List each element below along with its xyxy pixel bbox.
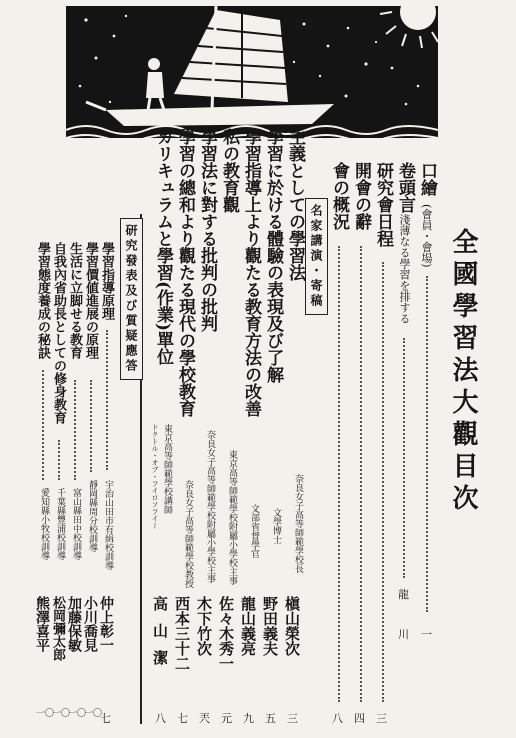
lecture-author: 槇山榮次 [283, 596, 301, 656]
sailing-boat-illustration [66, 6, 438, 138]
front-item-label: 卷頭言 [395, 162, 415, 213]
lecture-author: 龍山義亮 [239, 596, 257, 656]
page-number: 一〇 [84, 709, 103, 719]
lecture-title: 私の教育觀 [219, 128, 239, 213]
page-number: 川 [398, 628, 409, 641]
research-title: 學習態度養成の秘訣 [35, 242, 50, 359]
page-number: 一〇 [36, 709, 55, 719]
research-affiliation: 富山縣田中校訓導 [71, 488, 81, 560]
page-number: 八 [155, 712, 166, 725]
page-number: 七 [100, 712, 111, 725]
lecture-affiliation: 東京高等師範學校講師 [162, 424, 172, 514]
page-number: 一〇 [52, 709, 71, 719]
front-item-note: (會員・會場) [420, 204, 433, 268]
page-number: 五 [265, 712, 276, 725]
research-title: 學習價値進展の原理 [83, 242, 98, 359]
page-number: 三 [376, 712, 387, 725]
lecture-affiliation: 文學博士 [271, 508, 281, 544]
research-author: 加藤保敏 [66, 596, 82, 652]
page-number: 一〇 [68, 709, 87, 719]
author-name: 龍 [398, 588, 409, 601]
lecture-author: 木下竹次 [195, 596, 213, 656]
lecture-affiliation-secondary: ドクトル・オブ・フイロソフイー [151, 424, 159, 529]
research-author: 小川喬見 [82, 596, 98, 652]
lecture-title: 學習の總和より觀たる現代の學校教育 [175, 128, 195, 417]
lecture-title: 學習に於ける體驗の表現及び了解 [263, 128, 283, 383]
front-item-label: 研究會日程 [373, 162, 393, 247]
page-number: 四 [354, 712, 365, 725]
page-number: 九 [243, 712, 254, 725]
lecture-title: 學習法に對する批判の批判 [197, 128, 217, 332]
lecture-author: 西本三十二 [173, 596, 191, 671]
research-title: 自我內省助長としての修身教育 [51, 242, 66, 424]
page-number: 一 [421, 628, 432, 641]
section-heading-research: 研究發表及び質疑應答 [120, 218, 143, 380]
page-number: 七 [177, 712, 188, 725]
research-author: 仲上彰一 [98, 596, 114, 652]
lecture-title: 主義としての學習法 [285, 128, 305, 281]
lecture-author: 高山潔 [151, 596, 169, 677]
lecture-affiliation: 文部省督學官 [249, 504, 259, 558]
research-title: 學習指導原理 [99, 242, 114, 320]
front-item-label: 開會の辭 [351, 162, 371, 230]
research-author: 熊澤喜平 [34, 596, 50, 652]
research-affiliation: 宇治山田市有緝校訓導 [103, 480, 113, 570]
lecture-affiliation: 東京高等師範學校附屬小學校主事 [227, 450, 237, 585]
page-number: 三 [287, 712, 298, 725]
front-item-label: 口繪 [417, 162, 437, 196]
front-item-label: 會の概況 [329, 162, 349, 230]
page-number: 兲 [199, 712, 210, 725]
lecture-author: 佐々木秀一 [217, 596, 235, 671]
lecture-author: 野田義夫 [261, 596, 279, 656]
research-affiliation: 千葉縣豐浦校訓導 [55, 488, 65, 560]
front-item-note: 淺薄なる學習を排する [398, 214, 411, 324]
lecture-affiliation: 奈良女子高等師範學校長 [293, 474, 303, 573]
research-title: 生活に立脚せる教育 [67, 242, 82, 359]
page-number: 元 [221, 712, 232, 725]
research-affiliation: 靜岡縣周分校訓導 [87, 480, 97, 552]
lecture-title: 學習指導上より觀たる教育方法の改善 [241, 128, 261, 417]
lecture-affiliation: 奈良女子高等師範學校教授 [183, 480, 193, 588]
section-heading-lectures: 名家講演・寄稿 [305, 198, 328, 315]
research-author: 松岡彌太郎 [50, 596, 65, 661]
research-affiliation: 愛知縣小牧校訓導 [39, 488, 49, 560]
page-number: 八 [332, 712, 343, 725]
lecture-affiliation: 奈良女子高等師範學校附屬小學校主事 [205, 430, 215, 583]
lecture-title: カリキュラムと學習(作業)單位 [153, 128, 173, 366]
page-title: 全國學習法大觀目次 [448, 228, 478, 516]
